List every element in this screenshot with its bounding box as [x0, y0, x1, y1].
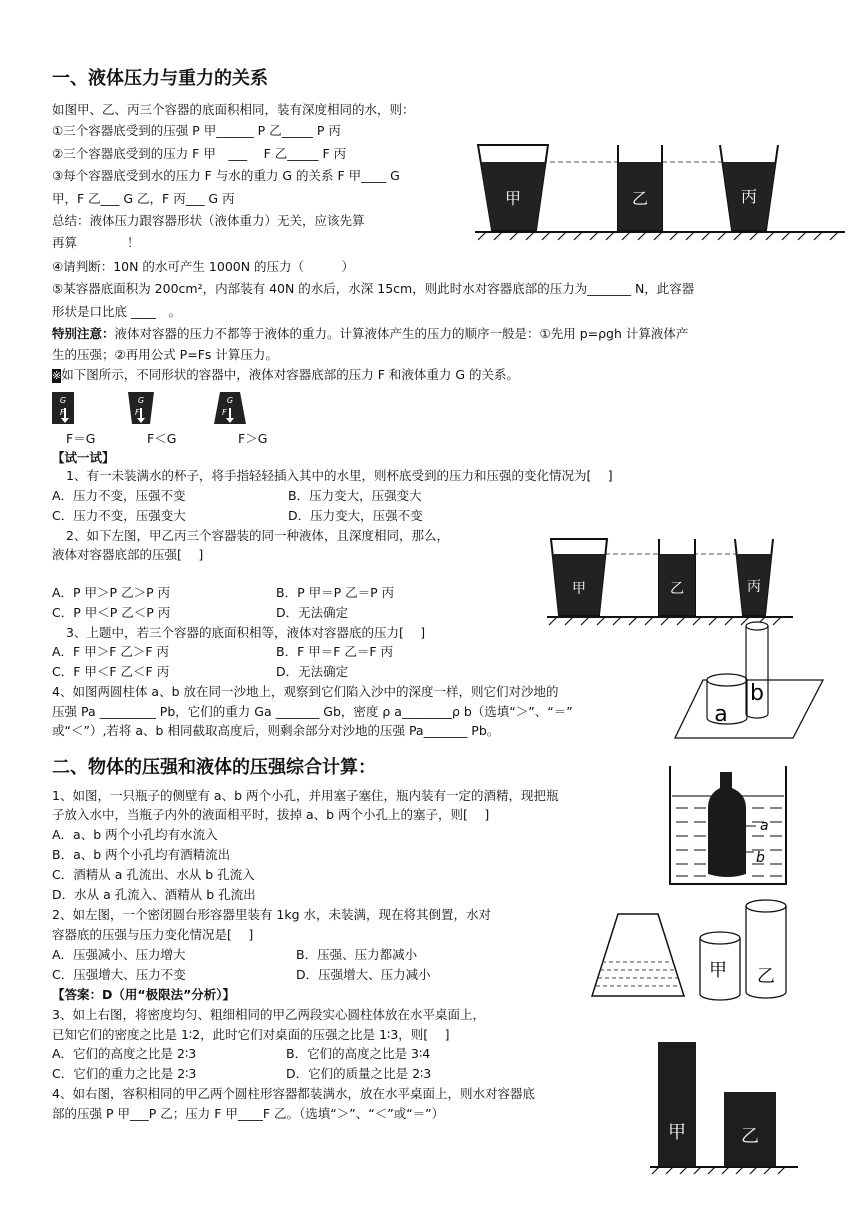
- question-line: 压强 Pa _________ Pb，它们的重力 Ga _______ Gb，密度 ρ a________ρ b（选填“＞”、“＝”: [52, 704, 573, 719]
- option: A．压强减小、压力增大: [52, 947, 186, 962]
- question-line: 4、如图两圆柱体 a、b 放在同一沙地上，观察到它们陷入沙中的深度一样，则它们对沙地的: [52, 684, 559, 699]
- question-line: 已知它们的密度之比是 1∶2，此时它们对桌面的压强之比是 1∶3，则[ ]: [52, 1027, 450, 1042]
- svg-text:G: G: [137, 396, 145, 405]
- option: B．压力变大，压强变大: [288, 488, 422, 503]
- option: A．P 甲＞P 乙＞P 丙: [52, 585, 171, 600]
- option: A．F 甲＞F 乙＞F 丙: [52, 644, 170, 659]
- summary-line: 总结：液体压力跟容器形状（液体重力）无关，应该先算: [52, 213, 365, 228]
- answer-line: 【答案：D（用“极限法”分析）】: [52, 987, 236, 1002]
- container-label: 丙: [740, 187, 758, 206]
- two-cylinders-figure: [696, 894, 796, 1004]
- svg-text:G: G: [226, 396, 234, 405]
- svg-text:甲: 甲: [572, 581, 586, 597]
- bottle: [708, 772, 746, 877]
- question-line: 2、如左图，一个密闭圆台形容器里装有 1kg 水，未装满，现在将其倒置，水对: [52, 907, 492, 922]
- question-line: 3、如上右图，将密度均匀、粗细相同的甲乙两段实心圆柱体放在水平桌面上，: [52, 1007, 485, 1022]
- container-label: 乙: [631, 189, 649, 208]
- option: D．无法确定: [276, 605, 349, 620]
- cylinder-label: 甲: [668, 1122, 686, 1143]
- tip-line: [52, 366, 519, 384]
- option: C．它们的重力之比是 2∶3: [52, 1066, 197, 1081]
- tip-text: 如下图所示，不同形状的容器中，液体对容器底部的压力 F 和液体重力 G 的关系。: [61, 367, 519, 382]
- option: D．无法确定: [276, 664, 349, 679]
- hole-a-label: a: [760, 818, 769, 834]
- question-line: 甲，F 乙___ G 乙，F 丙___ G 丙: [52, 191, 235, 206]
- hole-b-label: b: [756, 850, 765, 866]
- question-line: ⑤某容器底面积为 200cm²，内部装有 40N 的水后，水深 15cm，则此时水对容器底部的压力为_______ N，此容器: [52, 281, 695, 296]
- cylinder-b-label: b: [750, 681, 764, 706]
- cylinder-label: 甲: [709, 960, 727, 981]
- option: B．压强、压力都减小: [296, 947, 418, 962]
- question-line: 3、上题中，若三个容器的底面积相等，液体对容器底的压力[ ]: [66, 625, 426, 640]
- solid-cylinders-figure: [650, 1040, 800, 1175]
- option: C．F 甲＜F 乙＜F 丙: [52, 664, 170, 679]
- section1-title: 一、液体压力与重力的关系: [52, 68, 268, 89]
- svg-text:F: F: [60, 408, 65, 417]
- cylinder-label: 乙: [757, 966, 775, 987]
- note-label: 特别注意：: [52, 326, 115, 341]
- note-text: 液体对容器的压力不都等于液体的重力。计算液体产生的压力的顺序一般是：①先用 p=ρgh 计算液体产: [114, 326, 689, 341]
- question-line: 部的压强 P 甲___P 乙；压力 F 甲____F 乙。（选填“＞”、“＜”或“＝”）: [52, 1106, 445, 1121]
- question-line: 1、有一未装满水的杯子，将手指轻轻插入其中的水里，则杯底受到的压力和压强的变化情况为[ ]: [66, 468, 613, 483]
- question-line: 4、如右图，容积相同的甲乙两个圆柱形容器都装满水，放在水平桌面上，则水对容器底: [52, 1086, 535, 1101]
- fg-label: F＞G: [238, 431, 268, 446]
- question-line: ④请判断：10N 的水可产生 1000N 的压力（ ）: [52, 259, 355, 274]
- fg-label: F＜G: [147, 431, 177, 446]
- reference-mark-icon: ※: [52, 369, 62, 382]
- frustum-container-figure: [588, 910, 688, 1000]
- question-line: 液体对容器底部的压强[ ]: [52, 547, 204, 562]
- three-containers-figure-2: [545, 537, 795, 627]
- question-line: 形状是口比底 ____ 。: [52, 304, 181, 319]
- option: D．它们的质量之比是 2∶3: [286, 1066, 432, 1081]
- option: C．酒精从 a 孔流出、水从 b 孔流入: [52, 867, 255, 882]
- question-line: 1、如图，一只瓶子的侧壁有 a、b 两个小孔，并用塞子塞住，瓶内装有一定的酒精，现把瓶: [52, 788, 559, 803]
- option: C．P 甲＜P 乙＜P 丙: [52, 605, 171, 620]
- question-line: 子放入水中，当瓶子内外的液面相平时，拔掉 a、b 两个小孔上的塞子，则[ ]: [52, 807, 490, 822]
- option: B．P 甲＝P 乙＝P 丙: [276, 585, 395, 600]
- option: D．水从 a 孔流入、酒精从 b 孔流出: [52, 887, 256, 902]
- section1-intro: 如图甲、乙、丙三个容器的底面积相同，装有深度相同的水，则：: [52, 102, 415, 117]
- cylinder-a-label: a: [714, 702, 728, 727]
- option: D．压力变大，压强不变: [288, 508, 423, 523]
- option: A．它们的高度之比是 2∶3: [52, 1046, 197, 1061]
- svg-text:G: G: [59, 396, 67, 405]
- option: A．a、b 两个小孔均有水流入: [52, 827, 218, 842]
- option: A．压力不变，压强不变: [52, 488, 186, 503]
- cylinders-on-sand-figure: [673, 620, 823, 740]
- summary-line: 再算 ！: [52, 235, 140, 250]
- section2-title: 二、物体的压强和液体的压强综合计算：: [52, 757, 376, 778]
- cylinder-label: 乙: [741, 1126, 759, 1147]
- question-line: ③每个容器底受到水的压力 F 与水的重力 G 的关系 F 甲____ G: [52, 168, 400, 183]
- question-line: 容器底的压强与压力变化情况是[ ]: [52, 927, 254, 942]
- three-containers-figure-1: [470, 140, 850, 240]
- question-line: 或“＜”）,若将 a、b 相同截取高度后，则剩余部分对沙地的压强 Pa_______ Pb。: [52, 723, 500, 738]
- svg-text:F: F: [135, 408, 140, 417]
- try-header: 【试一试】: [52, 450, 115, 465]
- question-line: ①三个容器底受到的压强 P 甲______ P 乙_____ P 丙: [52, 123, 341, 138]
- note-line: [52, 325, 688, 343]
- bottle-in-water-figure: [668, 764, 788, 886]
- container-label: 甲: [504, 189, 522, 208]
- svg-text:乙: 乙: [670, 581, 684, 597]
- force-gravity-icons: [52, 388, 252, 428]
- svg-text:F: F: [222, 408, 227, 417]
- fg-label: F＝G: [66, 431, 96, 446]
- option: D．压强增大、压力减小: [296, 967, 431, 982]
- question-line: 2、如下左图，甲乙丙三个容器装的同一种液体，且深度相同，那么，: [66, 528, 449, 543]
- option: B．它们的高度之比是 3∶4: [286, 1046, 431, 1061]
- option: C．压强增大、压力不变: [52, 967, 186, 982]
- svg-text:丙: 丙: [747, 579, 761, 595]
- option: B．F 甲＝F 乙＝F 丙: [276, 644, 394, 659]
- option: C．压力不变，压强变大: [52, 508, 186, 523]
- question-line: ②三个容器底受到的压力 F 甲 ___ F 乙_____ F 丙: [52, 146, 347, 161]
- note-line: 生的压强；②再用公式 P=Fs 计算压力。: [52, 347, 278, 362]
- option: B．a、b 两个小孔均有酒精流出: [52, 847, 231, 862]
